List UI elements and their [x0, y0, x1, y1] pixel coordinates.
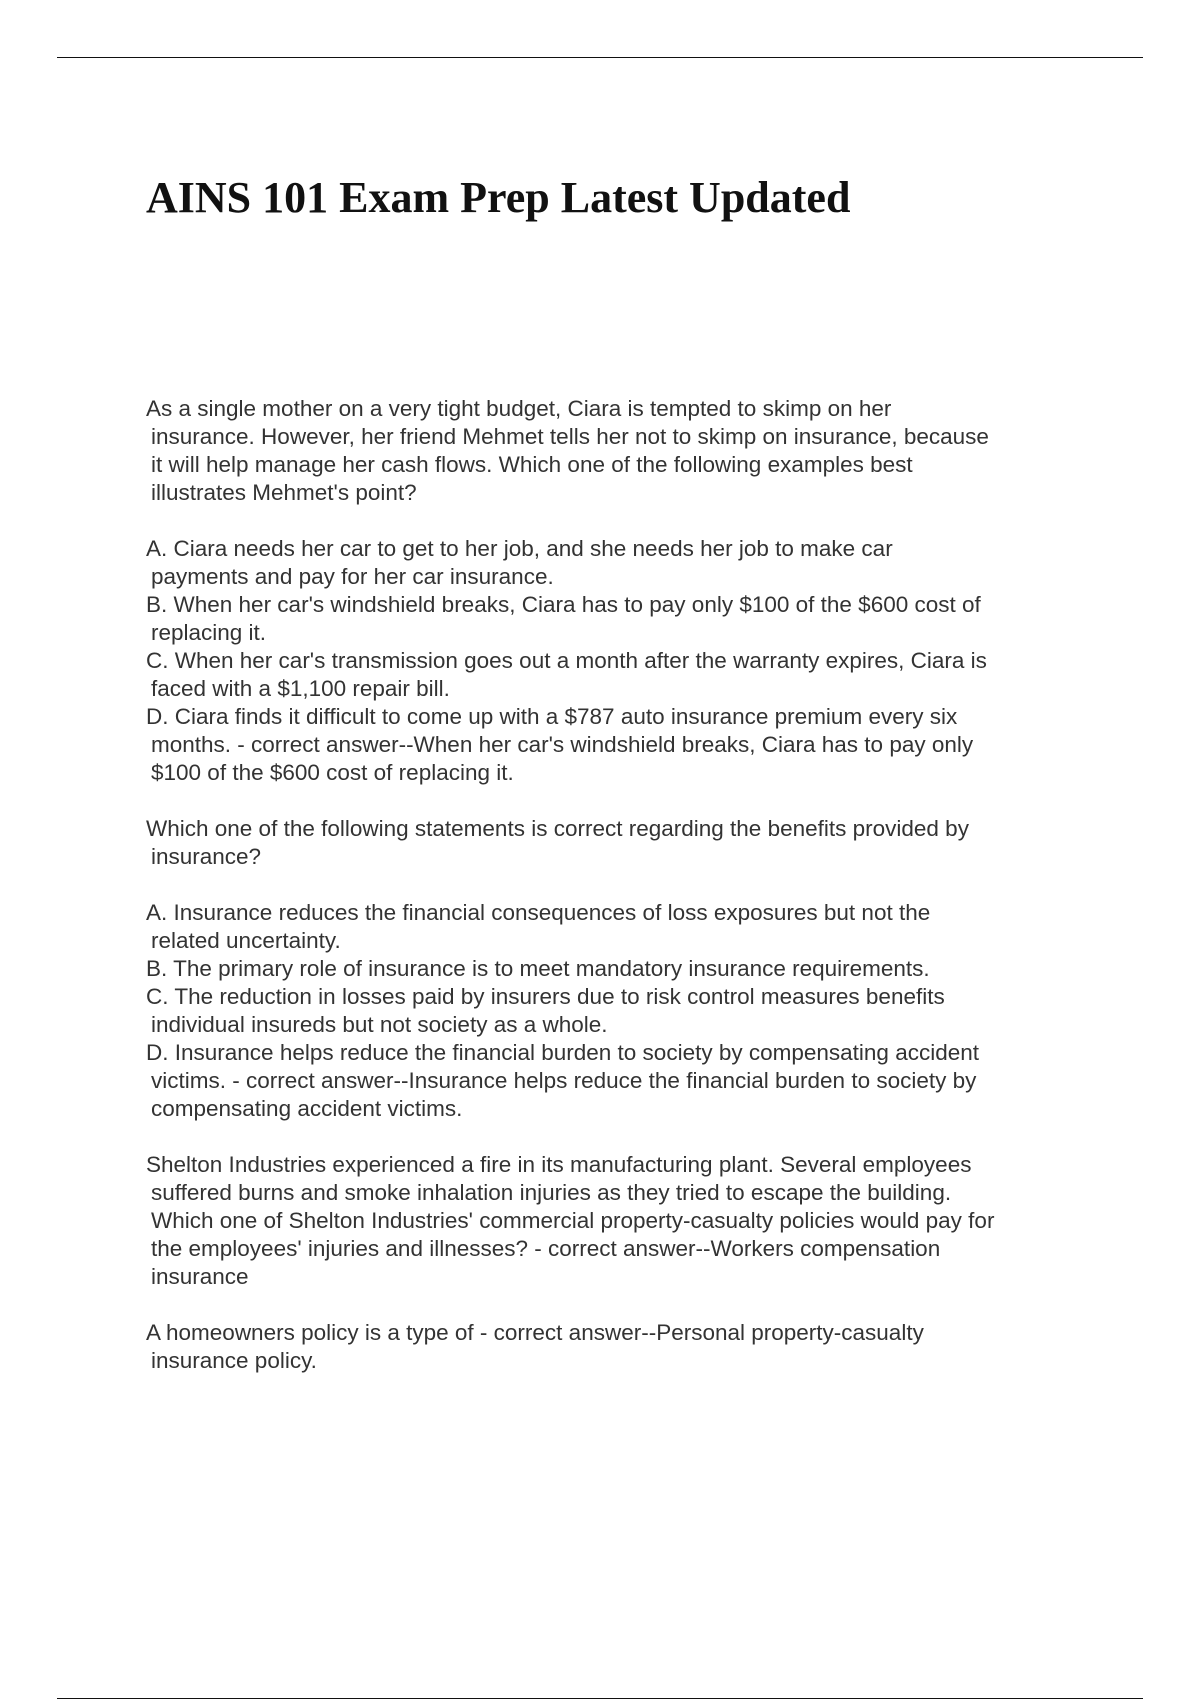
document-body	[146, 395, 1096, 1403]
text-line: related uncertainty.	[151, 928, 341, 953]
text-line: As a single mother on a very tight budget, Ciara is tempted to skimp on her	[146, 396, 892, 421]
text-line: payments and pay for her car insurance.	[151, 564, 554, 589]
text-line: insurance policy.	[151, 1348, 317, 1373]
option-d-line: D. Insurance helps reduce the financial burden to society by compensating accident	[146, 1040, 979, 1065]
question-paragraph	[146, 395, 1096, 507]
option-c-line: C. When her car's transmission goes out a month after the warranty expires, Ciara is	[146, 648, 987, 673]
bottom-divider	[57, 1698, 1143, 1699]
text-line: suffered burns and smoke inhalation injuries as they tried to escape the building.	[151, 1180, 952, 1205]
text-line: faced with a $1,100 repair bill.	[151, 676, 450, 701]
question-paragraph	[146, 1151, 1096, 1291]
correct-answer-line: A homeowners policy is a type of - correct answer--Personal property-casualty	[146, 1320, 924, 1345]
text-line: compensating accident victims.	[151, 1096, 463, 1121]
text-line: Which one of the following statements is correct regarding the benefits provided by	[146, 816, 969, 841]
option-b-line: B. When her car's windshield breaks, Ciara has to pay only $100 of the $600 cost of	[146, 592, 981, 617]
text-line: insurance. However, her friend Mehmet tells her not to skimp on insurance, because	[151, 424, 989, 449]
option-b-line: B. The primary role of insurance is to meet mandatory insurance requirements.	[146, 956, 930, 981]
option-a-line: A. Insurance reduces the financial consequences of loss exposures but not the	[146, 900, 931, 925]
document-title: AINS 101 Exam Prep Latest Updated	[146, 173, 851, 222]
option-a-line: A. Ciara needs her car to get to her job, and she needs her job to make car	[146, 536, 893, 561]
question-paragraph	[146, 1319, 1096, 1375]
question-paragraph	[146, 815, 1096, 871]
text-line: Shelton Industries experienced a fire in its manufacturing plant. Several employees	[146, 1152, 972, 1177]
text-line: Which one of Shelton Industries' commercial property-casualty policies would pay for	[151, 1208, 995, 1233]
text-line: $100 of the $600 cost of replacing it.	[151, 760, 514, 785]
correct-answer-line: victims. - correct answer--Insurance helps reduce the financial burden to society by	[151, 1068, 977, 1093]
text-line: it will help manage her cash flows. Which one of the following examples best	[151, 452, 913, 477]
option-c-line: C. The reduction in losses paid by insurers due to risk control measures benefits	[146, 984, 945, 1009]
text-line: illustrates Mehmet's point?	[151, 480, 417, 505]
option-d-line: D. Ciara finds it difficult to come up with a $787 auto insurance premium every six	[146, 704, 958, 729]
text-line: insurance?	[151, 844, 262, 869]
correct-answer-line: months. - correct answer--When her car's windshield breaks, Ciara has to pay only	[151, 732, 974, 757]
correct-answer-line: the employees' injuries and illnesses? - correct answer--Workers compensation	[151, 1236, 941, 1261]
answer-options	[146, 899, 1096, 1123]
text-line: individual insureds but not society as a whole.	[151, 1012, 608, 1037]
text-line: replacing it.	[151, 620, 267, 645]
text-line: insurance	[151, 1264, 249, 1289]
answer-options	[146, 535, 1096, 787]
top-divider	[57, 57, 1143, 58]
